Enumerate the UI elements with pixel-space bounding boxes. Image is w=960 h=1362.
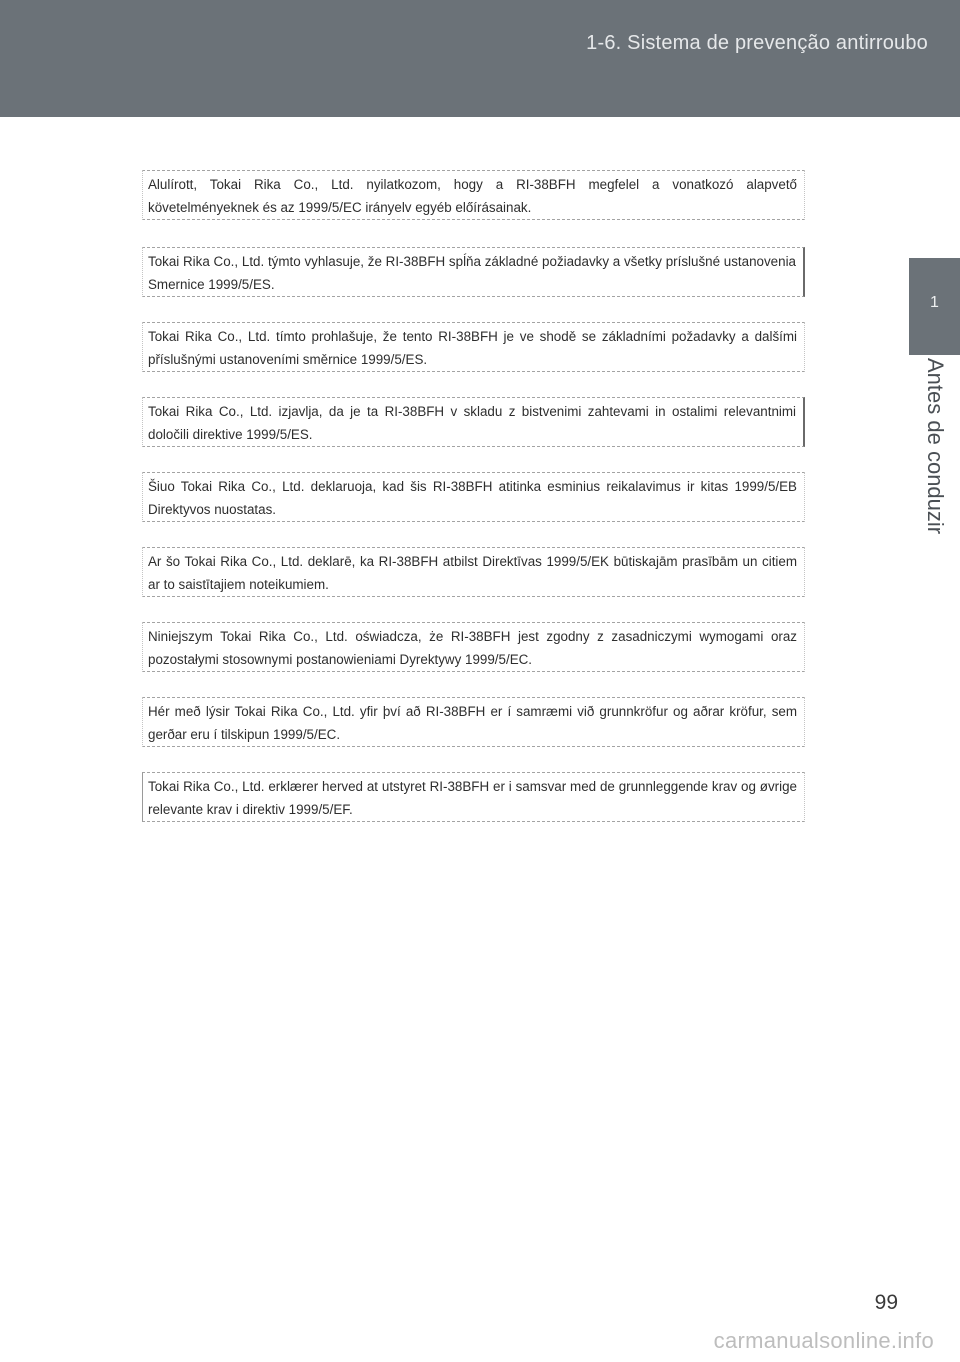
declaration-norwegian <box>142 772 805 822</box>
declaration-slovenian <box>142 397 805 447</box>
declaration-text: Alulírott, Tokai Rika Co., Ltd. nyilatkozom, hogy a RI-38BFH megfelel a vonatkozó alapvető követelményeknek és az 1999/5/EC irányelv egyéb előírásainak. <box>148 177 797 215</box>
declaration-hungarian <box>142 170 805 220</box>
declaration-text: Tokai Rika Co., Ltd. týmto vyhlasuje, že RI-38BFH spĺňa základné požiadavky a všetky príslušné ustanovenia Smernice 1999/5/ES. <box>148 254 796 292</box>
declaration-text: Niniejszym Tokai Rika Co., Ltd. oświadcza, że RI-38BFH jest zgodny z zasadniczymi wymogami oraz pozostałymi stosownymi postanowieniami Dyrektywy 1999/5/EC. <box>148 629 797 667</box>
chapter-number: 1 <box>930 294 939 311</box>
declaration-text: Tokai Rika Co., Ltd. erklærer herved at utstyret RI-38BFH er i samsvar med de grunnleggende krav og øvrige relevante krav i direktiv 1999/5/EF. <box>148 779 797 817</box>
declaration-text: Tokai Rika Co., Ltd. tímto prohlašuje, že tento RI-38BFH je ve shodě se základními požadavky a dalšími příslušnými ustanoveními směrnice 1999/5/ES. <box>148 329 797 367</box>
declaration-text: Ar šo Tokai Rika Co., Ltd. deklarē, ka RI-38BFH atbilst Direktīvas 1999/5/EK būtiskajām prasībām un citiem ar to saistītajiem noteikumiem. <box>148 554 797 592</box>
chapter-label-text: Antes de conduzir <box>923 358 948 535</box>
declaration-latvian <box>142 547 805 597</box>
declaration-text: Hér með lýsir Tokai Rika Co., Ltd. yfir því að RI-38BFH er í samræmi við grunnkröfur og aðrar kröfur, sem gerðar eru í tilskipun 1999/5/EC. <box>148 704 797 742</box>
declaration-text: Tokai Rika Co., Ltd. izjavlja, da je ta RI-38BFH v skladu z bistvenimi zahtevami in ostalimi relevantnimi določili direktive 1999/5/ES. <box>148 404 796 442</box>
declaration-text: Šiuo Tokai Rika Co., Ltd. deklaruoja, kad šis RI-38BFH atitinka esminius reikalavimus ir kitas 1999/5/EB Direktyvos nuostatas. <box>148 479 797 517</box>
declaration-polish <box>142 622 805 672</box>
section-title: 1-6. Sistema de prevenção antirroubo <box>586 32 928 54</box>
declaration-icelandic <box>142 697 805 747</box>
declaration-czech <box>142 322 805 372</box>
declaration-slovak <box>142 247 805 297</box>
watermark[interactable]: carmanualsonline.info <box>713 1328 934 1353</box>
page-number: 99 <box>874 1291 898 1314</box>
declaration-lithuanian <box>142 472 805 522</box>
